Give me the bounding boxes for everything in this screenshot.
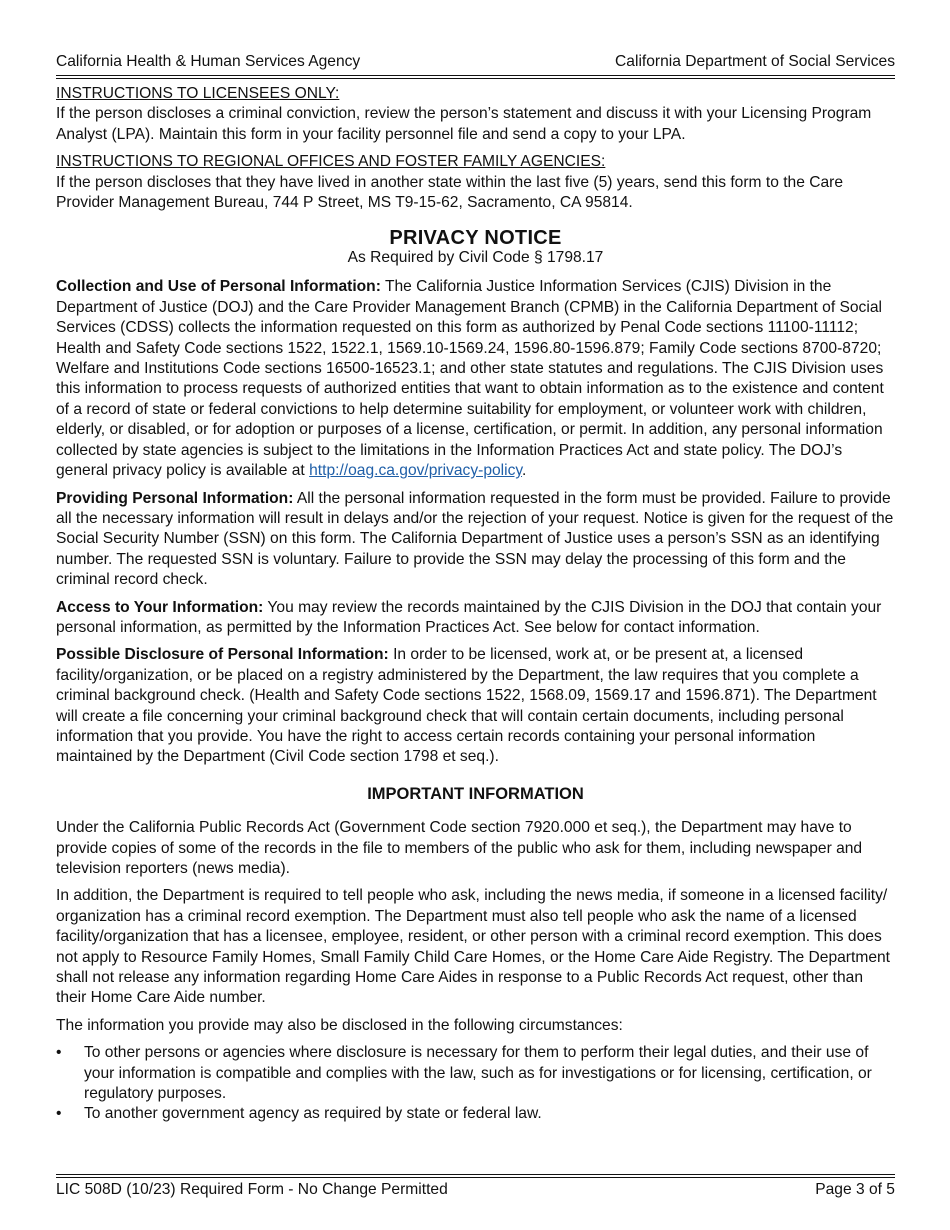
footer-rule: [56, 1174, 895, 1178]
instructions-regional-heading: INSTRUCTIONS TO REGIONAL OFFICES AND FOSTER FAMILY AGENCIES:: [56, 153, 606, 171]
bullet-icon: •: [56, 1105, 62, 1123]
important-title: IMPORTANT INFORMATION: [367, 784, 584, 803]
header-department: California Department of Social Services: [615, 53, 895, 70]
disclosure-paragraph: [56, 645, 895, 767]
privacy-policy-link[interactable]: http://oag.ca.gov/privacy-policy: [309, 462, 523, 480]
list-item: • To another government agency as required by state or federal law.: [56, 1104, 895, 1124]
providing-label: Providing Personal Information:: [56, 489, 294, 507]
instructions-licensees-text: If the person discloses a criminal conviction, review the person’s statement and discuss it with your Licensing Program Analyst (LPA). Maintain this form in your facility personnel file and send a copy to your LPA.: [56, 105, 872, 143]
providing-text: All the personal information requested in the form must be provided. Failure to provide all the necessary information will result in delays and/or the rejection of your request. Notice is given for the request of the Social Security Number (SSN) on this form. The California Department of Justice uses a person’s SSN as an identifying number. The requested SSN is voluntary. Failure to provide the SSN may delay the processing of this form and the criminal record check.: [56, 489, 894, 589]
providing-paragraph: [56, 489, 895, 591]
footer-form-id: LIC 508D (10/23) Required Form - No Change Permitted: [56, 1181, 448, 1198]
instructions-licensees-heading: INSTRUCTIONS TO LICENSEES ONLY:: [56, 85, 340, 102]
access-text: You may review the records maintained by the CJIS Division in the DOJ that contain your personal information, as permitted by the Information Practices Act. See below for contact information.: [56, 598, 882, 636]
collection-text: The California Justice Information Services (CJIS) Division in the Department of Justice (DOJ) and the Care Provider Management Branch (CPMB) in the California Department of Social Services (CDSS) collects the information requested on this form as authorized by Penal Code sections 11100-11112; Health and Safety Code sections 1522, 1522.1, 1569.10-1569.24, 1596.80-1596.879; Family Code sections 8700-8720; Welfare and Institutions Code sections 16500-16523.1; and other state statutes and regulations. The CJIS Division uses this information to process requests of authorized entities that want to obtain information as to the existence and content of a record of state or federal convictions to help determine suitability for employment, or volunteer work with children, elderly, or disabled, or for adoption or purposes of a license, certification, or permit. In addition, any personal information collected by state agencies is subject to the limitations in the Information Practices Act and state policy. The DOJ’s general privacy policy is available at: [56, 278, 884, 480]
instructions-licensees: [56, 84, 895, 145]
privacy-subtitle: As Required by Civil Code § 1798.17: [347, 249, 604, 267]
page-footer: [56, 1174, 895, 1199]
document-page: [56, 52, 895, 1125]
important-p2: In addition, the Department is required to tell people who ask, including the news media, if someone in a licensed facility/ organization has a criminal record exemption. The Department must also tell people who ask the name of a licensed facility/organization that has a licensee, employee, resident, or other person with a criminal record exemption. This does not apply to Resource Family Homes, Small Family Child Care Homes, or the Home Care Aide Registry. The Department shall not release any information regarding Home Care Aides in response to a Public Records Act request, other than their Home Care Aide number.: [56, 887, 890, 1007]
disclosure-text: In order to be licensed, work at, or be present at, a licensed facility/organization, or be placed on a registry administered by the Department, the law requires that you complete a criminal background check. (Health and Safety Code sections 1522, 1568.09, 1569.17 and 1596.871). The Department will create a file concerning your criminal background check that will contain certain documents, including personal information that you provide. You have the right to access certain records containing your personal information maintained by the Department (Civil Code section 1798 et seq.).: [56, 646, 877, 766]
collection-end: .: [522, 462, 527, 480]
instructions-regional-text: If the person discloses that they have lived in another state within the last five (5) years, send this form to the Care Provider Management Bureau, 744 P Street, MS T9-15-62, Sacramento, CA 95814.: [56, 173, 844, 212]
header-rule: [56, 75, 895, 79]
instructions-regional: [56, 152, 895, 213]
important-p1: Under the California Public Records Act (Government Code section 7920.000 et seq.), the Department may have to provide copies of some of the records in the file to members of the public who ask for them, including newspaper and television reporters (news media).: [56, 819, 863, 877]
bullet-icon: •: [56, 1044, 62, 1062]
footer-page-number: Page 3 of 5: [815, 1181, 895, 1198]
collection-label: Collection and Use of Personal Information:: [56, 278, 381, 296]
privacy-title: PRIVACY NOTICE: [389, 227, 562, 250]
list-item: • To other persons or agencies where disclosure is necessary for them to perform their legal duties, and their use of your information is compatible and complies with the law, such as for investigations or for licensing, certification, or regulatory purposes.: [56, 1044, 872, 1103]
access-label: Access to Your Information:: [56, 598, 264, 616]
access-paragraph: [56, 598, 895, 639]
collection-paragraph: [56, 277, 895, 481]
disclosure-label: Possible Disclosure of Personal Information:: [56, 646, 389, 664]
header-agency: California Health & Human Services Agency: [56, 53, 361, 70]
disclosure-list: [56, 1043, 895, 1125]
important-p3: The information you provide may also be disclosed in the following circumstances:: [56, 1016, 623, 1034]
page-header: [56, 52, 895, 72]
